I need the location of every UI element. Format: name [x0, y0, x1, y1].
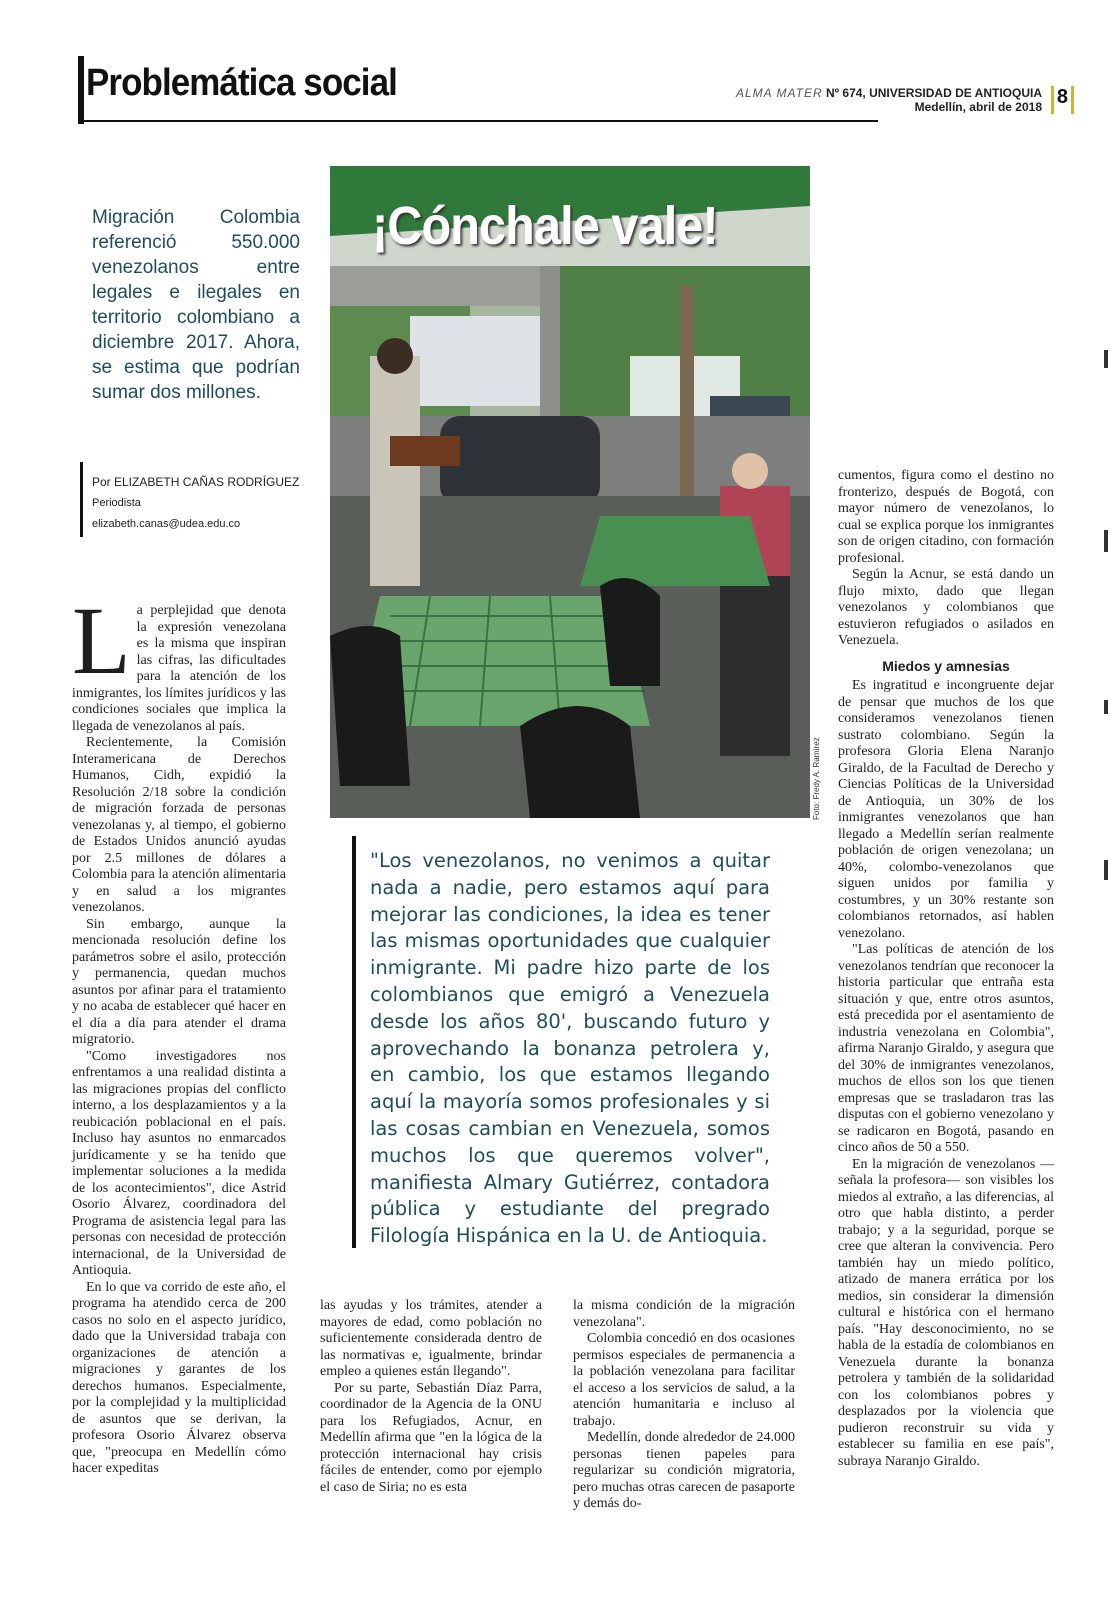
dropcap: L	[72, 587, 131, 694]
street-scene-illustration	[330, 166, 810, 818]
paragraph: Es ingratitud e incongruente dejar de pensar que muchos de los que consideramos venezolanos tienen sustrato colombiano. Según la profesora Gloria Elena Naranjo Giraldo, de la Facultad de Derecho y Ciencias Políticas de la Universidad de Antioquia, un 30% de los inmigrantes venezolanos que han llegado a Medellín serían realmente población de origen venezolana; un 40%, colombo-venezolanos que siguen unidos por familia y costumbres, y un 30% restante son colombianos retornados, así hablen venezolano.	[838, 678, 1054, 941]
paragraph: las ayudas y los trámites, atender a mayores de edad, como población no suficientemente considerada dentro de las normativas e, igualmente, brindar empleo a quienes están llegando".	[320, 1298, 542, 1379]
byline	[92, 472, 299, 535]
byline-role: Periodista	[92, 497, 141, 509]
paragraph: "Las políticas de atención de los venezolanos tendrían que reconocer la historia particular que entraña esta situación y que, entre otros asuntos, está precedida por el asentamiento de industria venezolana en Colombia", afirma Naranjo Giraldo, y asegura que del 30% de inmigrantes venezolanos, muchos de ellos son los que tienen empresas que se trasladaron tras las disputas con el gobierno venezolano y se radicaron en Bogotá, pasando en cinco años de 50 a 550.	[838, 942, 1054, 1155]
paragraph: cumentos, figura como el destino no fronterizo, después de Bogotá, con mayor número de venezolanos, lo cual se explica porque los inmigrantes son de origen citadino, con formación profesional.	[838, 468, 1054, 566]
page-number-bar-left	[1051, 86, 1054, 114]
photo-credit: Foto: Fredy A. Ramírez	[812, 737, 821, 820]
lede-summary: Migración Colombia referenció 550.000 venezolanos entre legales e ilegales en territorio colombiano a diciembre 2017. Ahora, se estima que podrían sumar dos millones.	[92, 207, 300, 403]
pullquote-bar	[352, 836, 356, 1248]
masthead-brand: ALMA MATER	[735, 86, 823, 100]
section-title: Problemática social	[86, 62, 397, 104]
paragraph	[72, 587, 286, 735]
scan-edge-mark	[1104, 860, 1108, 880]
masthead-date: Medellín, abril de 2018	[914, 100, 1042, 114]
subheading: Miedos y amnesias	[882, 657, 1010, 674]
page-number: 8	[1056, 86, 1068, 108]
paragraph: Medellín, donde alrededor de 24.000 personas tienen papeles para regularizar su condición migratoria, pero muchas otras carecen de pasaporte y demás do-	[573, 1430, 795, 1511]
paragraph: En lo que va corrido de este año, el programa ha atendido cerca de 200 casos no solo en el aspecto jurídico, dado que la Universidad trabaja con organizaciones de atención a migraciones y garantes de los derechos humanos. Especialmente, por la complejidad y la multiplicidad de asuntos que se derivan, la profesora Osorio Álvarez observa que, "preocupa en Medellín cómo hacer expeditas	[72, 1279, 286, 1476]
photo-headline: ¡Cónchale vale!	[372, 196, 718, 256]
paragraph: Recientemente, la Comisión Interamericana de Derechos Humanos, Cidh, expidió la Resolución 2/18 sobre la condición de migración forzada de personas venezolanas y, al tiempo, el gobierno de Estados Unidos anunció ayudas por 2.5 millones de dólares a Colombia para la atención alimentaria y en salud a los migrantes venezolanos.	[72, 735, 286, 915]
header-rule	[78, 120, 878, 122]
paragraph: Colombia concedió en dos ocasiones permisos especiales de permanencia a la población venezolana para facilitar el acceso a los servicios de salud, a la atención humanitaria e incluso al trabajo.	[573, 1331, 795, 1429]
page-number-bar-right	[1071, 86, 1074, 114]
paragraph: Sin embargo, aunque la mencionada resolución define los parámetros sobre el asilo, protección y permanencia, quedan muchos asuntos por afinar para el tratamiento y no acaba de establecer qué hacer en el día a día para atender el drama migratorio.	[72, 916, 286, 1047]
article-column-1	[72, 587, 286, 1478]
byline-author: Por ELIZABETH CAÑAS RODRÍGUEZ	[92, 475, 300, 489]
paragraph: Según la Acnur, se está dando un flujo mixto, dado que llegan venezolanos y colombianos que estuvieron refugiados o asilados en Venezuela.	[838, 567, 1054, 648]
article-column-2	[320, 1298, 542, 1496]
scan-edge-mark	[1104, 530, 1108, 552]
masthead	[736, 86, 1042, 114]
paragraph-text: a perplejidad que denota la expresión venezolana es la misma que inspiran las cifras, las dificultades para la atención de los inmigrantes, los límites jurídicos y las condiciones sociales que implica la llegada de venezolanos al país.	[72, 603, 286, 734]
article-column-3	[573, 1298, 795, 1513]
paragraph: En la migración de venezolanos —señala la profesora— son visibles los miedos al extraño, a las diferencias, al otro que habla distinto, a perder trabajo; y a la seguridad, porque se cree que alteran la convivencia. Pero también hay un miedo político, atizado de manera errática por los medios, sin considerar la dimensión cultural e histórica con el hermano país. "Hay desconocimiento, no se habla de la estadía de colombianos en Venezuela durante la bonanza petrolera y también de la solidaridad con los colombianos pobres y desplazados por la violencia que pudieron reconstruir su vida y establecer su familia en ese país", subraya Naranjo Giraldo.	[838, 1156, 1054, 1469]
article-photo	[330, 166, 810, 818]
paragraph: "Como investigadores nos enfrentamos a una realidad distinta a las migraciones propias del conflicto interno, a los desplazamientos y a la reubicación poblacional en el país. Incluso hay asuntos no enmarcados jurídicamente y se ha tenido que implementar soluciones a la medida de los acontecimientos", dice Astrid Osorio Álvarez, coordinadora del Programa de asistencia legal para las personas con necesidad de protección internacional, de la Universidad de Antioquia.	[72, 1048, 286, 1278]
paragraph: Por su parte, Sebastián Díaz Parra, coordinador de la Agencia de la ONU para los Refugiados, Acnur, en Medellín afirma que "en la lógica de la protección internacional hay crisis fáciles de entender, como por ejemplo el caso de Siria; no es esta	[320, 1380, 542, 1495]
paragraph: la misma condición de la migración venezolana".	[573, 1298, 795, 1330]
byline-email: elizabeth.canas@udea.edu.co	[92, 518, 241, 530]
masthead-issue: Nº 674, UNIVERSIDAD DE ANTIOQUIA	[826, 86, 1042, 100]
header-accent-bar	[78, 56, 84, 124]
pullquote: "Los venezolanos, no venimos a quitar nada a nadie, pero estamos aquí para mejorar las condiciones, la idea es tener las mismas oportunidades que cualquier inmigrante. Mi padre hizo parte de los colombianos que emigró a Venezuela desde los años 80', buscando futuro y aprovechando la bonanza petrolera y, en cambio, los que estamos llegando aquí la mayoría somos profesionales y si las cosas cambian en Venezuela, somos muchos los que queremos volver", manifiesta Almary Gutiérrez, contadora pública y estudiante del pregrado Filología Hispánica en la U. de Antioquia.	[370, 849, 770, 1248]
scan-edge-mark	[1104, 350, 1108, 368]
scan-edge-mark	[1104, 700, 1108, 714]
article-column-4	[838, 468, 1054, 1470]
byline-bar	[80, 462, 83, 537]
